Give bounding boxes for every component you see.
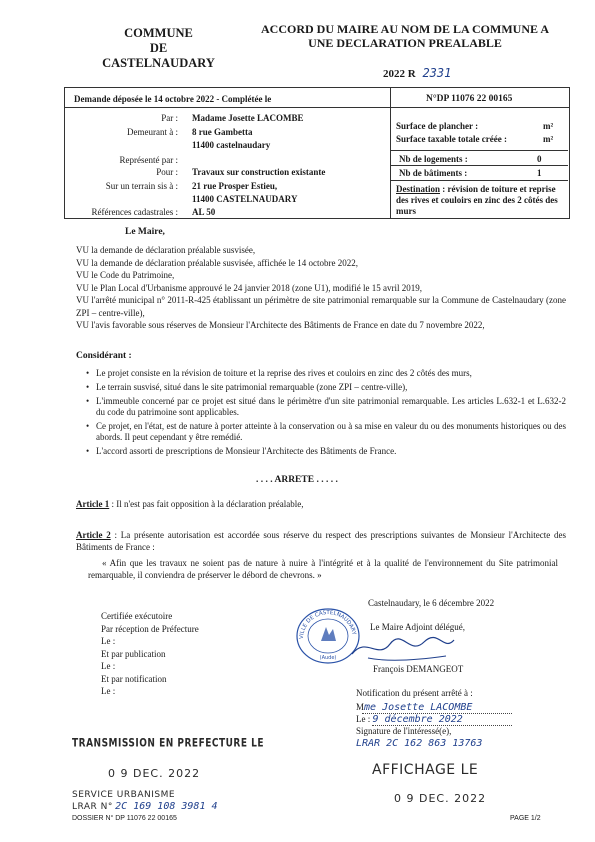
cadastre-label: Références cadastrales : [91,207,178,217]
considerant-item: • Le terrain susvisé, situé dans le site patrimonial remarquable (zone ZPI – centre-ville), [86,382,566,393]
execution-block [101,610,199,698]
notified-date-handwritten: 9 décembre 2022 [372,714,463,725]
document-title [240,22,570,50]
lrar-number [72,801,218,812]
transmission-stamp: TRANSMISSION EN PREFECTURE LE [72,737,265,751]
terrain-label: Sur un terrain sis à : [105,181,178,191]
arrete-ref-prefix: 2022 R [383,68,416,80]
pour-label: Pour : [156,167,178,177]
box-divider-vertical [390,87,391,218]
le-maire: Le Maire, [125,227,165,237]
destination [396,184,566,217]
applicant-name: Madame Josette LACOMBE [192,113,304,123]
vu-item: VU le Code du Patrimoine, [76,270,175,280]
publication-line: Et par publication [101,648,166,659]
nb-logements-value: 0 [537,154,542,164]
nb-logements-label: Nb de logements : [399,154,468,164]
par-label: Par : [161,113,178,123]
transmission-date-stamp: 0 9 DEC. 2022 [108,767,201,780]
represente-label: Représenté par : [119,155,178,165]
vu-item: VU le Plan Local d'Urbanisme approuvé le 24 janvier 2018 (zone U1), modifié le 15 avril 2019, [76,282,423,293]
dp-number: N°DP 11076 22 00165 [426,94,513,104]
article-1-label: Article 1 [76,499,110,509]
deposit-date: Demande déposée le 14 octobre 2022 - Complétée le [74,94,272,104]
considerant-item: • L'accord assorti de prescriptions de Monsieur l'Architecte des Bâtiments de France. [86,446,566,457]
certifie-date: Le : [101,636,116,646]
applicant-address-line-2: 11400 castelnaudary [192,140,271,150]
affichage-date-stamp: 0 9 DEC. 2022 [394,792,487,805]
terrain-address-line-1: 21 rue Prosper Estieu, [192,181,278,191]
surface-taxable-unit: m² [543,134,554,144]
affichage-stamp: AFFICHAGE LE [372,762,479,778]
vu-item: VU la demande de déclaration préalable susvisée, [76,245,256,255]
mayor-signature [348,630,458,666]
notified-person-handwritten: me Josette LACOMBE [364,702,473,713]
lrar-prefix: LRAR N° [72,802,113,812]
commune-line-3: CASTELNAUDARY [102,56,215,70]
box-divider-horizontal [64,107,569,108]
arrete-ref-handwritten: 2331 [422,66,452,80]
nb-divider-bottom [390,180,568,181]
notified-person [356,702,472,713]
surface-plancher-unit: m² [543,121,554,131]
seal-bottom-text: (Aude) [319,655,337,661]
title-line-1: ACCORD DU MAIRE AU NOM DE LA COMMUNE A [261,22,549,36]
dossier-number: DOSSIER N° DP 11076 22 00165 [72,815,177,822]
notified-lrar-handwritten: LRAR 2C 162 863 13763 [356,738,483,749]
notification-line: Et par notification [101,673,167,684]
seal-emblem-icon [321,627,336,641]
service-stamp: SERVICE URBANISME [72,790,176,800]
terrain-address-line-2: 11400 CASTELNAUDARY [192,194,298,204]
certifie-line-1: Certifiée exécutoire [101,611,173,621]
vu-item: VU l'arrêté municipal n° 2011-R-425 établissant un périmètre de site patrimonial remarquable sur la Commune de Castelnaudary (zone ZPI – centre-ville), [76,295,566,318]
nb-batiments-label: Nb de bâtiments : [399,168,468,178]
seal-ring-text: VILLE DE CASTELNAUDARY [298,610,357,640]
maire-adjoint-title: Le Maire Adjoint délégué, [370,622,465,632]
vu-list [76,244,566,332]
article-2-text: : La présente autorisation est accordée sous réserve du respect des prescriptions suivantes de Monsieur l'Architecte des Bâtiments de France : [76,530,566,552]
article-2 [76,529,566,553]
notified-signature-label: Signature de l'intéressé(e), [356,726,452,736]
applicant-address-line-1: 8 rue Gambetta [192,127,253,137]
page-number: PAGE 1/2 [510,815,541,822]
prescription-quote: « Afin que les travaux ne soient pas de nature à nuire à l'intégrité et à la qualité de l'environnement du Site patrimonial remarquable, il conviendra de préserver le débord de chevrons. » [88,558,558,580]
certifie-line-2: Par réception de Préfecture [101,623,199,634]
article-1-text: : Il n'est pas fait opposition à la déclaration préalable, [109,499,304,509]
notification-date: Le : [101,686,116,696]
article-1 [76,499,566,509]
nb-batiments-value: 1 [537,168,542,178]
vu-item: VU l'avis favorable sous réserves de Monsieur l'Architecte des Bâtiments de France en date du 7 novembre 2022, [76,320,485,330]
considerant-heading: Considérant : [76,351,132,361]
article-2-label: Article 2 [76,530,111,540]
notified-date [356,714,463,725]
nb-divider-middle [390,165,568,166]
surface-taxable-label: Surface taxable totale créée : [396,134,507,144]
commune-heading [96,26,221,71]
publication-date: Le : [101,661,116,671]
lrar-handwritten: 2C 169 108 3981 4 [115,801,218,812]
notified-date-prefix: Le : [356,714,371,724]
considerant-item: • Le projet consiste en la révision de toiture et la reprise des rives et couloirs en zinc des 2 côtés des murs, [86,368,566,379]
commune-line-2: DE [149,41,168,55]
arrete-heading: . . . . ARRETE . . . . . [256,475,338,485]
considerant-list [86,368,566,457]
notified-person-prefix: M [356,702,365,712]
title-line-2: UNE DECLARATION PREALABLE [308,36,502,50]
place-and-date: Castelnaudary, le 6 décembre 2022 [368,598,495,608]
nb-divider-top [390,150,568,151]
arrete-reference [383,66,451,80]
considerant-item: • L'immeuble concerné par ce projet est situé dans le périmètre d'un site patrimonial remarquable. Les articles L.632-1 et L.632-2 du code du patrimoine sont applicables. [86,396,566,418]
demeurant-label: Demeurant à : [127,127,178,137]
signatory-name: François DEMANGEOT [373,664,464,674]
surface-plancher-label: Surface de plancher : [396,121,479,131]
destination-text: : révision de toiture et reprise des rives et couloirs en zinc des 2 côtés des murs [396,184,558,216]
considerant-item: • Ce projet, en l'état, est de nature à porter atteinte à la conservation ou à sa mise en valeur du ou des monuments historiques ou des abords. Il peut cependant y être remédié. [86,421,566,443]
notification-title: Notification du présent arrêté à : [356,688,473,698]
destination-label: Destination [396,184,441,194]
vu-item: VU la demande de déclaration préalable susvisée, affichée le 14 octobre 2022, [76,257,358,268]
commune-line-1: COMMUNE [124,26,193,40]
works-description: Travaux sur construction existante [192,167,326,177]
cadastre-reference: AL 50 [192,207,216,217]
